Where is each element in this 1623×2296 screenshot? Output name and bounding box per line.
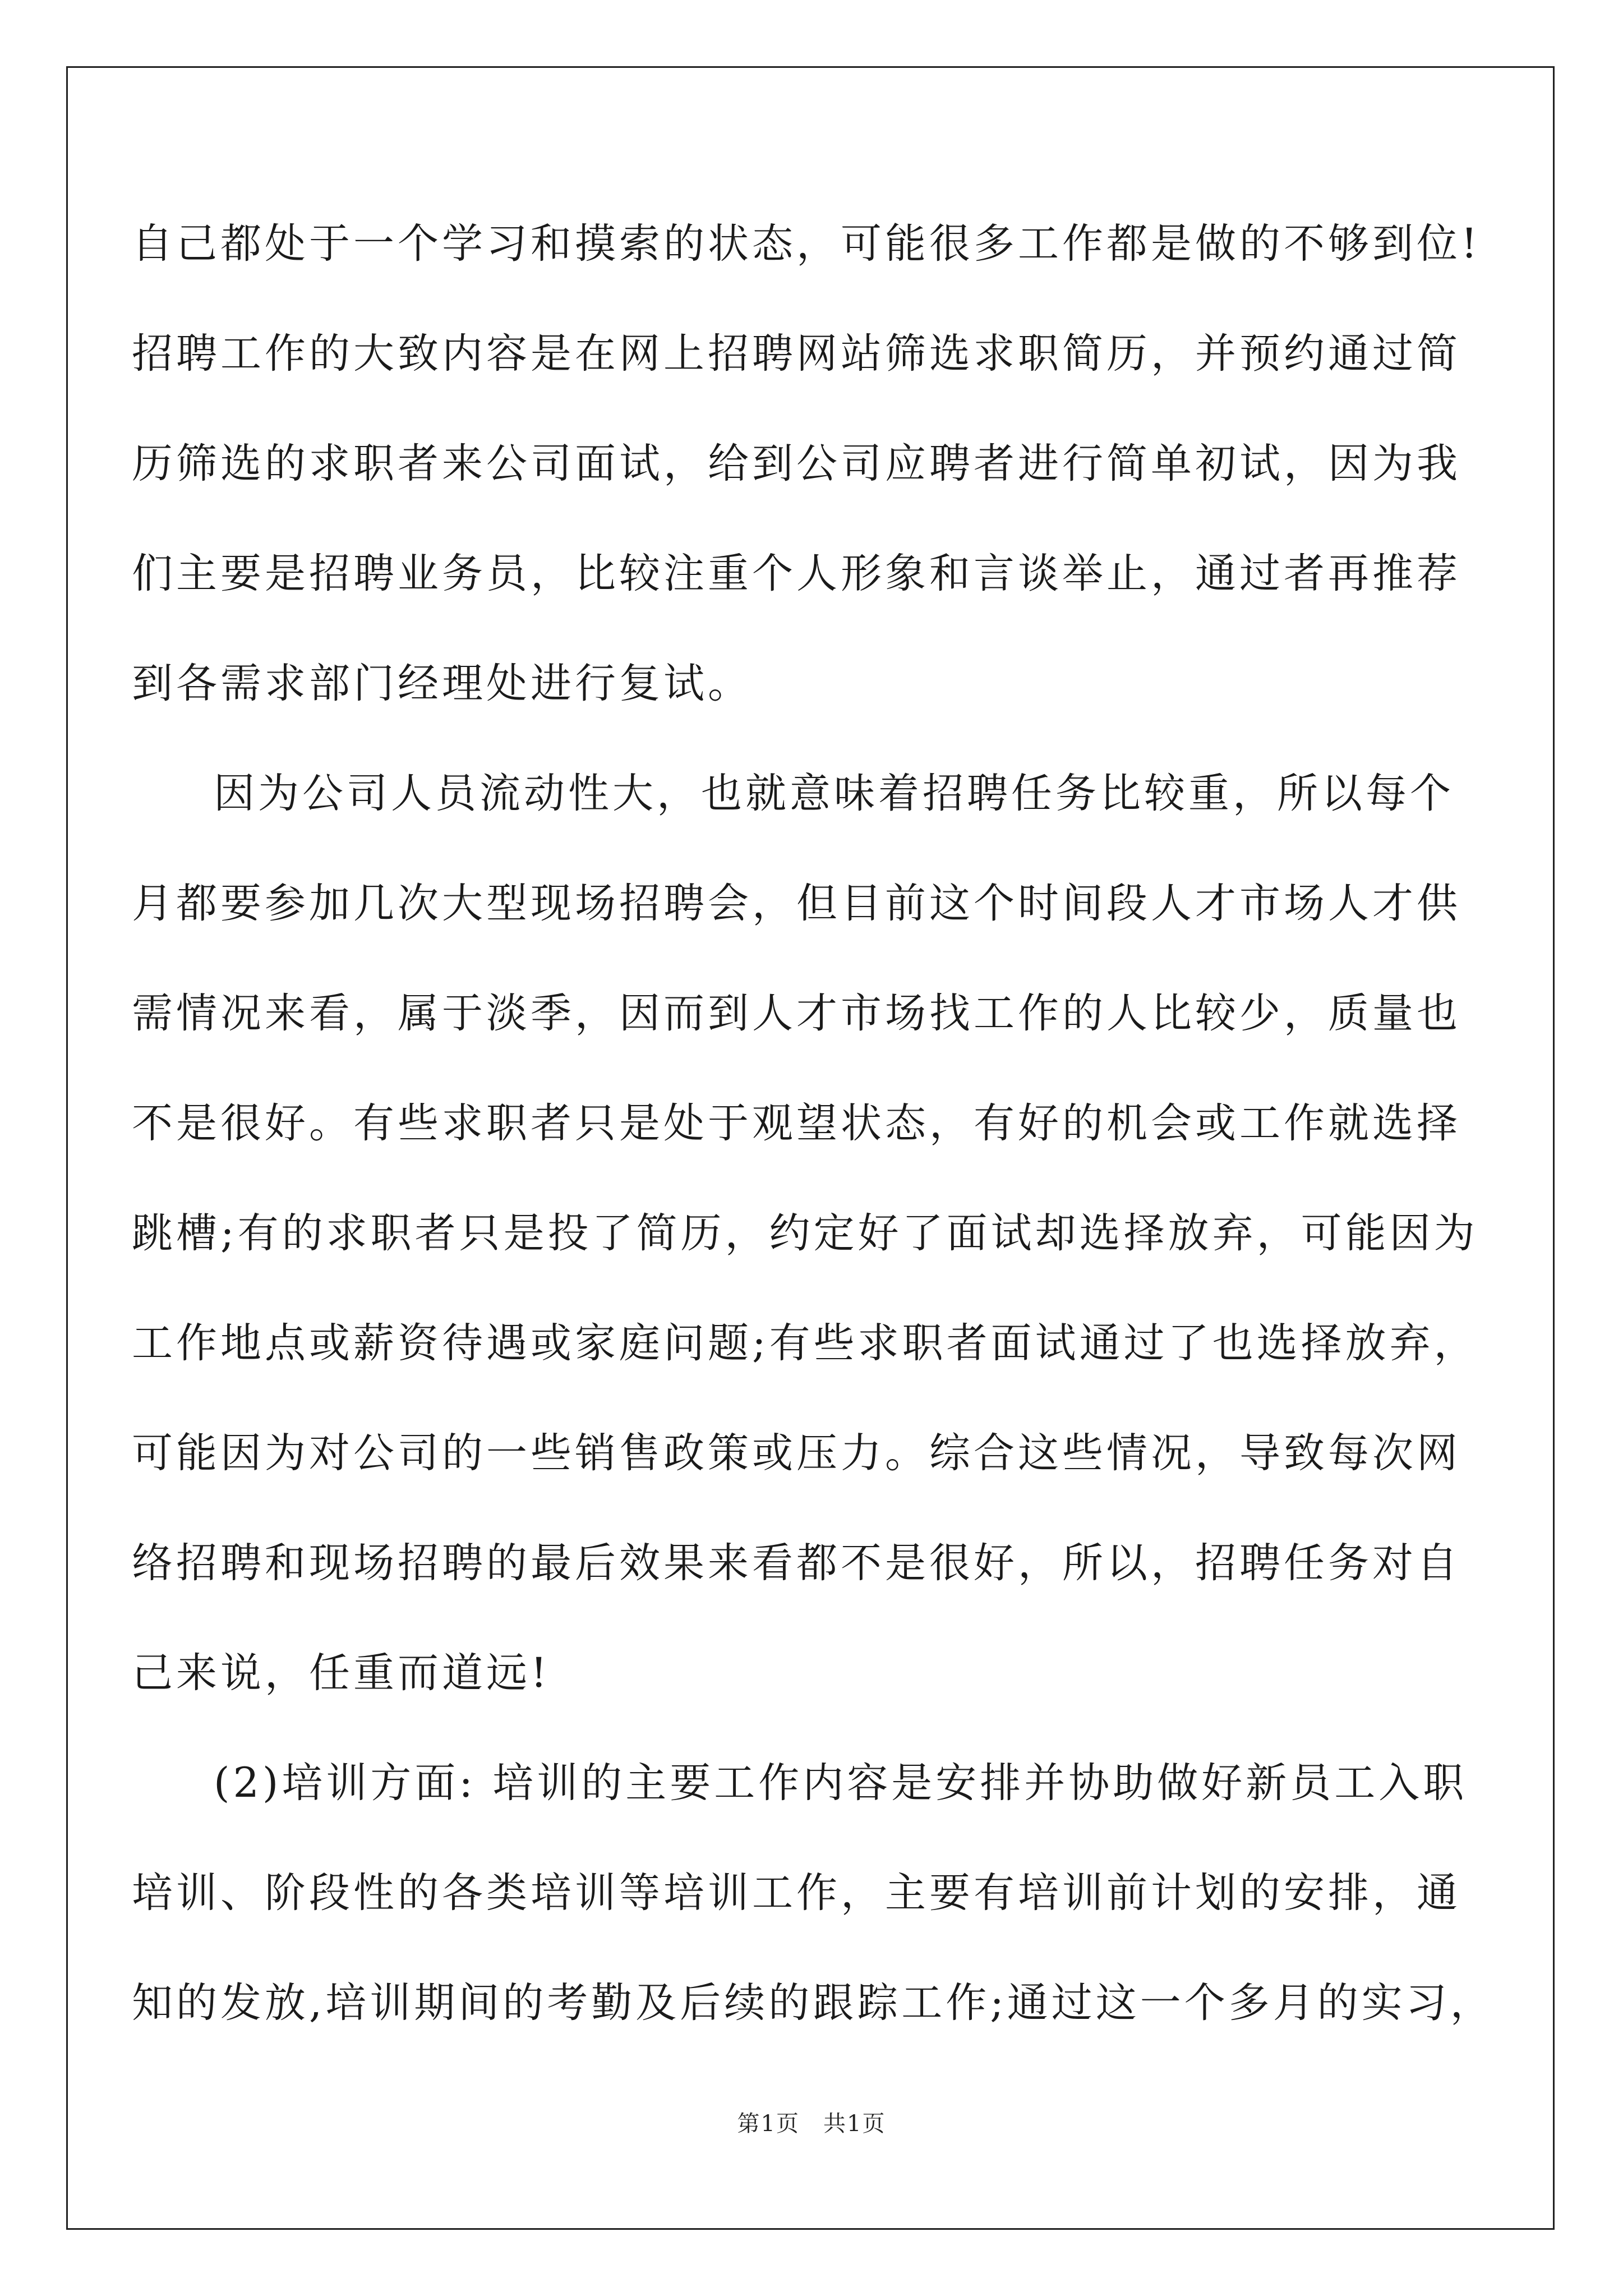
text-line-4: 们主要是招聘业务员，比较注重个人形象和言谈举止，通过者再推荐 (132, 550, 1461, 597)
text-line-12: 可能因为对公司的一些销售政策或压力。综合这些情况，导致每次网 (132, 1429, 1461, 1477)
text-line-1: 自己都处于一个学习和摸索的状态，可能很多工作都是做的不够到位! (132, 220, 1481, 268)
text-line-9: 不是很好。有些求职者只是处于观望状态，有好的机会或工作就选择 (132, 1099, 1461, 1147)
text-line-10: 跳槽;有的求职者只是投了简历，约定好了面试却选择放弃，可能因为 (132, 1209, 1478, 1257)
text-line-7: 月都要参加几次大型现场招聘会，但目前这个时间段人才市场人才供 (132, 880, 1461, 927)
text-line-14: 己来说，任重而道远! (132, 1649, 551, 1697)
text-line-6: 因为公司人员流动性大，也就意味着招聘任务比较重，所以每个 (214, 770, 1454, 817)
text-line-3: 历筛选的求职者来公司面试，给到公司应聘者进行简单初试，因为我 (132, 440, 1461, 487)
text-line-17: 知的发放,培训期间的考勤及后续的跟踪工作;通过这一个多月的实习， (132, 1979, 1495, 2027)
text-line-15: (2)培训方面: 培训的主要工作内容是安排并协助做好新员工入职 (214, 1759, 1468, 1807)
document-body (132, 220, 1495, 2091)
text-line-13: 络招聘和现场招聘的最后效果来看都不是很好，所以，招聘任务对自 (132, 1539, 1461, 1587)
text-line-11: 工作地点或薪资待遇或家庭问题;有些求职者面试通过了也选择放弃， (132, 1319, 1478, 1367)
text-line-8: 需情况来看，属于淡季，因而到人才市场找工作的人比较少，质量也 (132, 990, 1461, 1037)
text-line-2: 招聘工作的大致内容是在网上招聘网站筛选求职简历，并预约通过简 (132, 330, 1461, 378)
text-line-5: 到各需求部门经理处进行复试。 (132, 660, 752, 707)
text-line-16: 培训、阶段性的各类培训等培训工作，主要有培训前计划的安排，通 (132, 1869, 1461, 1917)
page-number-current: 第1页 (737, 2111, 800, 2137)
page-number-total: 共1页 (823, 2111, 886, 2137)
page-footer (0, 2110, 1623, 2137)
